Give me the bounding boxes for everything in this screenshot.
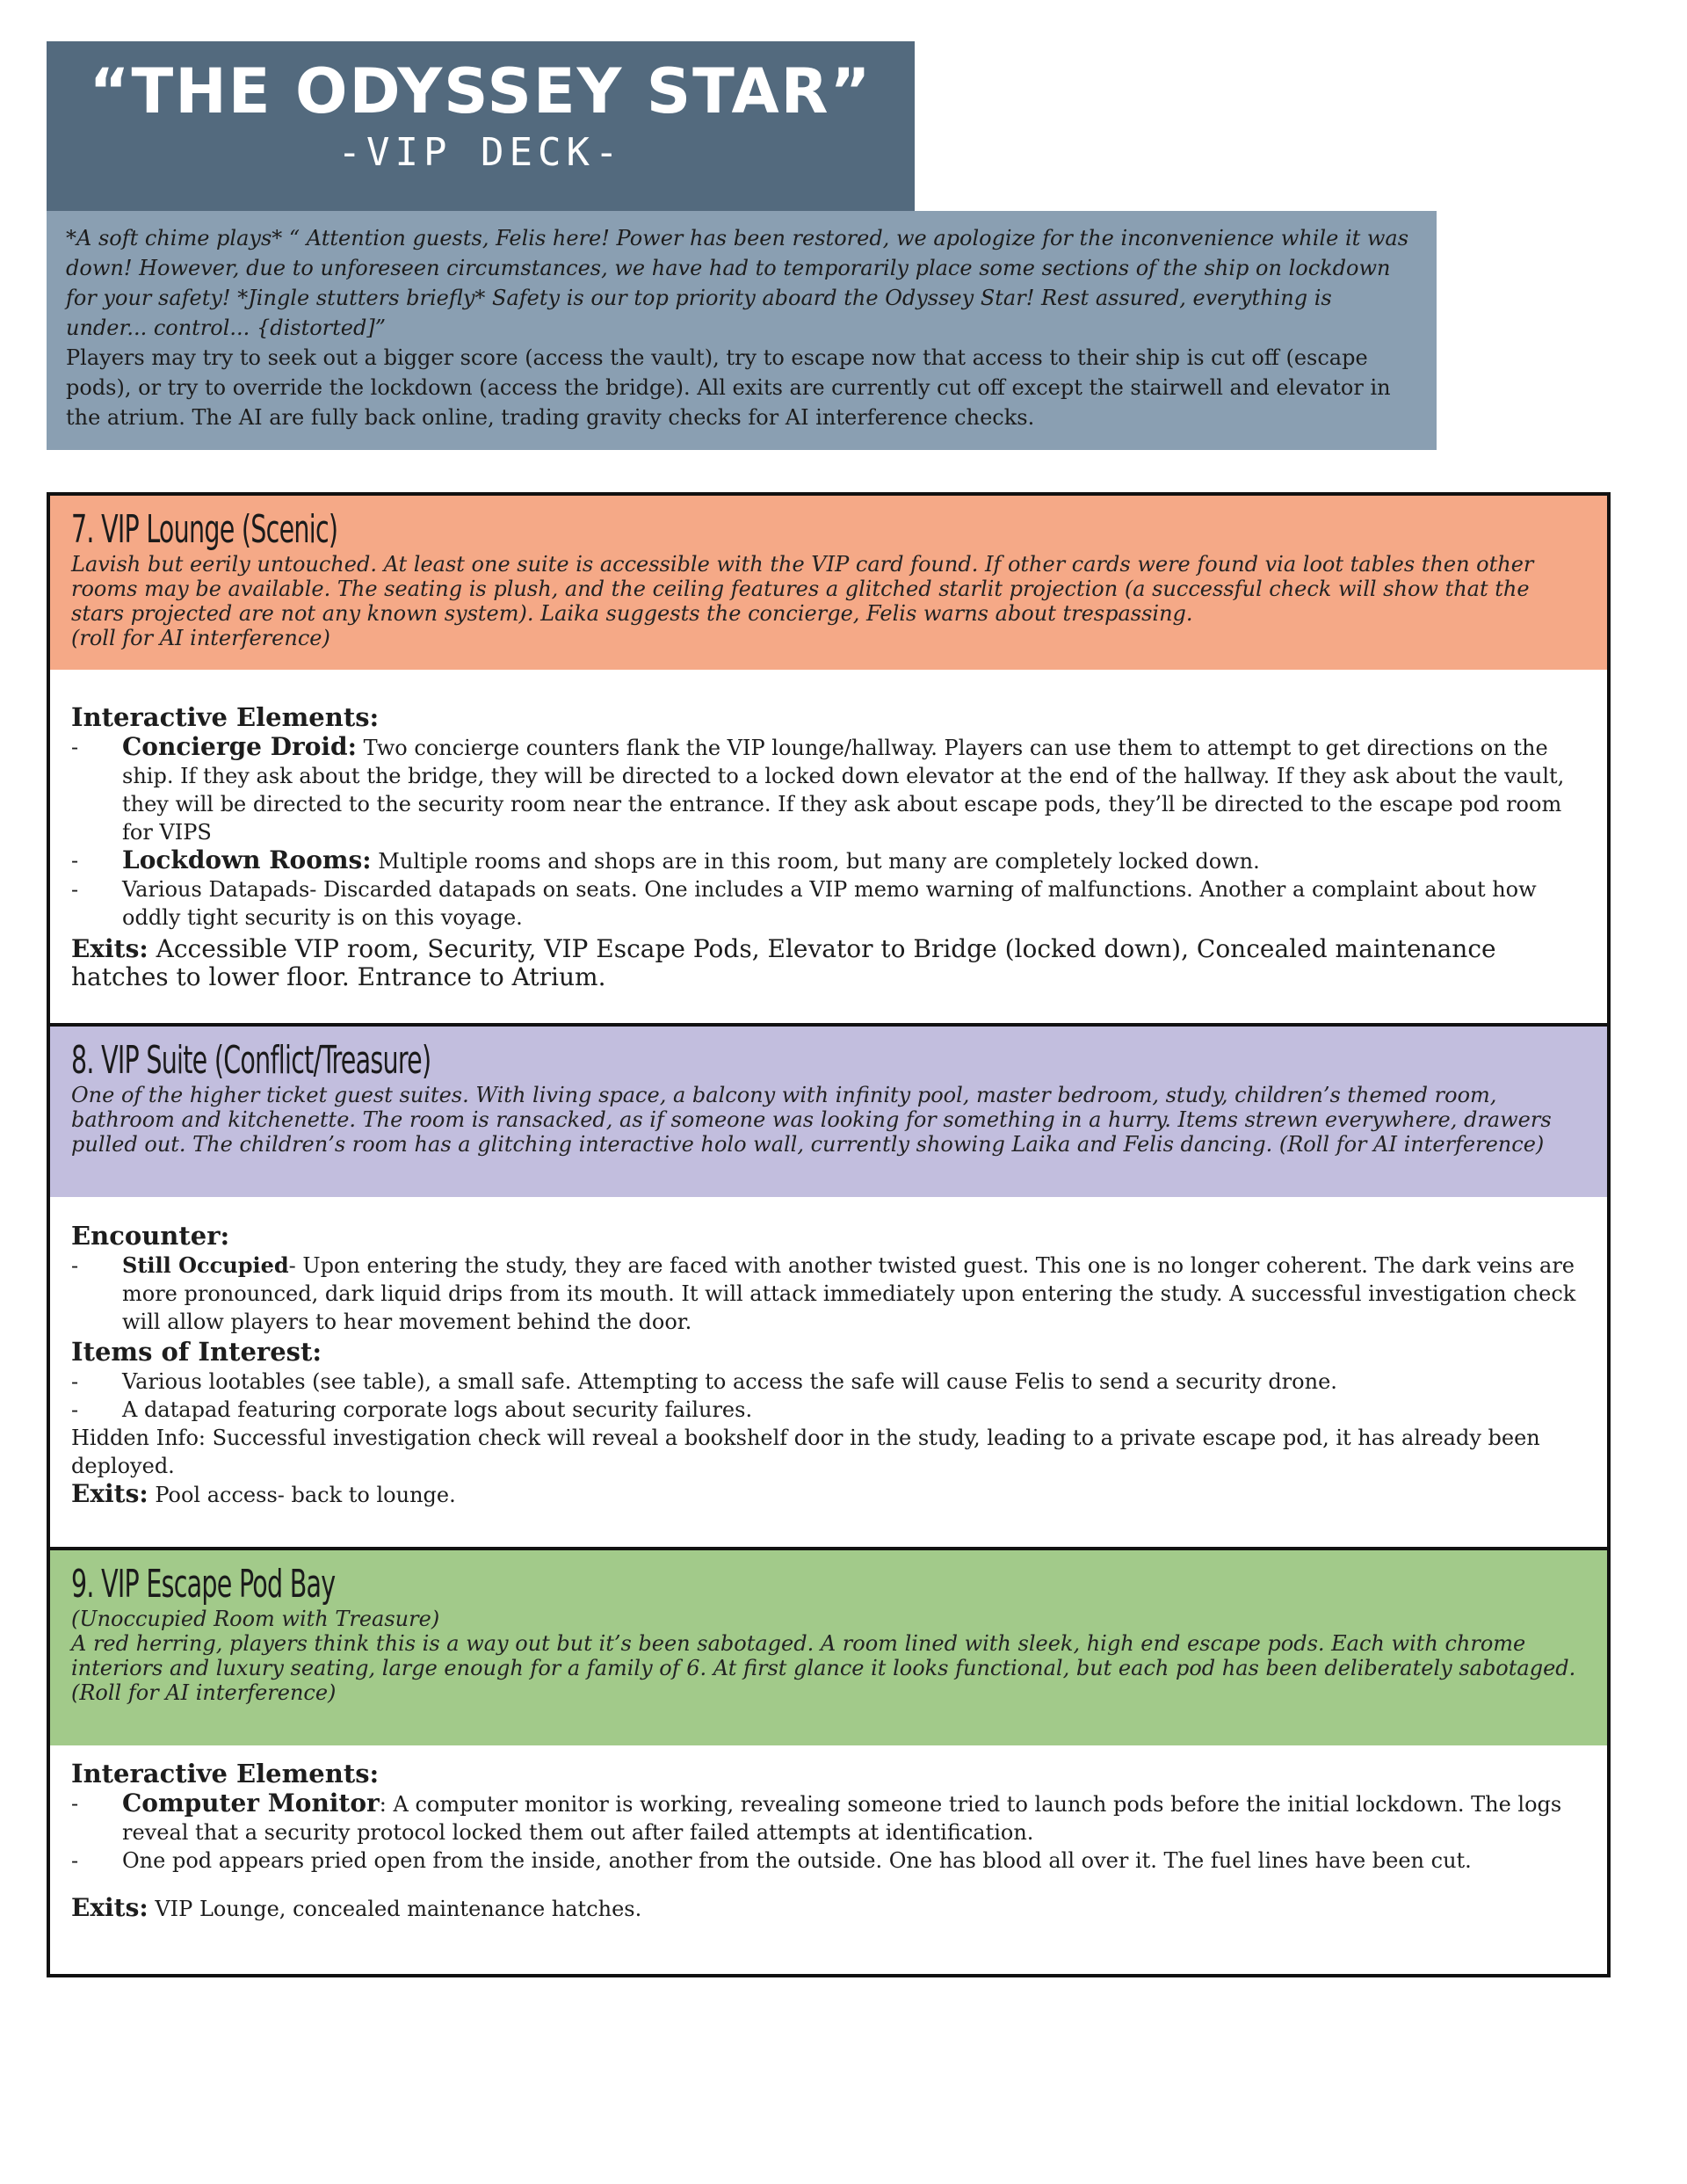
list-item: - Concierge Droid: Two concierge counters flank the VIP lounge/hallway. Players can use them to attempt to get directions on the ship. If they ask about the bridge, they will be directed to a locked down elevator at the end of the hallway. If they ask about the vault, they will be directed to the security room near the entrance. If they ask about escape pods, they’ll be directed to the escape pod room for VIPS	[71, 732, 1565, 845]
room-9-section-heading: Interactive Elements:	[71, 1759, 380, 1789]
page-title: “THE ODYSSEY STAR”	[89, 55, 872, 127]
monitor-text: : A computer monitor is working, revealing someone tried to launch pods before the initial lockdown. The logs reveal that a security protocol locked them out after failed attempts at identification.	[122, 1792, 1562, 1845]
list-item: - Various lootables (see table), a small safe. Attempting to access the safe will cause Felis to send a security drone.	[71, 1369, 1337, 1394]
room-9-header	[50, 1550, 1607, 1745]
room-7-title: 7. VIP Lounge (Scenic)	[71, 507, 338, 552]
items-heading: Items of Interest:	[71, 1337, 322, 1367]
room-9	[47, 1547, 1611, 1977]
encounter-text: - Upon entering the study, they are faced with another twisted guest. This one is no longer coherent. The dark veins are more pronounced, dark liquid drips from its mouth. It will attack immediately upon entering the study. A successful investigation check will allow players to hear movement behind the door.	[122, 1253, 1576, 1334]
list-item: - A datapad featuring corporate logs about security failures.	[71, 1397, 753, 1422]
room-7-section-heading: Interactive Elements:	[71, 702, 380, 732]
room-9-title: 9. VIP Escape Pod Bay	[71, 1562, 336, 1607]
encounter-heading: Encounter:	[71, 1221, 230, 1251]
room-8-description: One of the higher ticket guest suites. With living space, a balcony with infinity pool, master bedroom, study, children’s themed room, bathroom and kitchenette. The room is ransacked, as if someone was looking for something in a hurry. Items strewn everywhere, drawers pulled out. The children’s room has a glitching interactive holo wall, currently showing Laika and Felis dancing. (Roll for AI interference)	[71, 1083, 1552, 1157]
room-9-body	[50, 1745, 1607, 1923]
item-label: Concierge Droid:	[122, 732, 357, 761]
room-8-title: 8. VIP Suite (Conflict/Treasure)	[71, 1038, 431, 1083]
room-8-header	[50, 1027, 1607, 1197]
room-7	[47, 492, 1611, 1027]
item-label: Lockdown Rooms:	[122, 845, 372, 874]
room-9-subtitle: (Unoccupied Room with Treasure)	[71, 1607, 440, 1631]
pod-text: One pod appears pried open from the inside, another from the outside. One has blood all over it. The fuel lines have been cut.	[122, 1848, 1472, 1873]
room-7-exits: Exits: Accessible VIP room, Security, VIP Escape Pods, Elevator to Bridge (locked down), Concealed maintenance hatches to lower floor. Entrance to Atrium.	[71, 934, 1496, 991]
list-item: - Lockdown Rooms: Multiple rooms and shops are in this room, but many are completely locked down.	[71, 845, 1260, 874]
monitor-label: Computer Monitor	[122, 1789, 380, 1818]
intro-announcement: *A soft chime plays* “ Attention guests, Felis here! Power has been restored, we apologize for the inconvenience while it was down! However, due to unforeseen circumstances, we have had to temporarily place some sections of the ship on lockdown for your safety! *Jingle stutters briefly* Safety is our top priority aboard the Odyssey Star! Rest assured, everything is under... control... {distorted]”	[66, 226, 1409, 340]
list-item: - Various Datapads- Discarded datapads on seats. One includes a VIP memo warning of malfunctions. Another a complaint about how oddly tight security is on this voyage.	[71, 877, 1537, 930]
room-9-exits: Exits: VIP Lounge, concealed maintenance hatches.	[71, 1893, 642, 1922]
list-item: - Still Occupied- Upon entering the study, they are faced with another twisted guest. This one is no longer coherent. The dark veins are more pronounced, dark liquid drips from its mouth. It will attack immediately upon entering the study. A successful investigation check will allow players to hear movement behind the door.	[71, 1252, 1576, 1334]
hidden-info: Hidden Info: Successful investigation check will reveal a bookshelf door in the study, leading to a private escape pod, it has already been deployed.	[71, 1426, 1540, 1478]
item-text: Two concierge counters flank the VIP lounge/hallway. Players can use them to attempt to get directions on the ship. If they ask about the bridge, they will be directed to a locked down elevator at the end of the hallway. If they ask about the vault, they will be directed to the security room near the entrance. If they ask about escape pods, they’ll be directed to the escape pod room for VIPS	[122, 736, 1565, 845]
room-8-body	[50, 1197, 1607, 1509]
intro-text: Players may try to seek out a bigger score (access the vault), try to escape now that access to their ship is cut off (escape pods), or try to override the lockdown (access the bridge). All exits are currently cut off except the stairwell and elevator in the atrium. The AI are fully back online, trading gravity checks for AI interference checks.	[66, 345, 1391, 430]
room-8-exits: Exits: Pool access- back to lounge.	[71, 1479, 456, 1508]
list-item: - Computer Monitor: A computer monitor is working, revealing someone tried to launch pods before the initial lockdown. The logs reveal that a security protocol locked them out after failed attempts at identification.	[71, 1789, 1562, 1845]
room-7-body	[50, 670, 1607, 991]
room-7-roll: (roll for AI interference)	[71, 626, 330, 650]
room-9-roll: (Roll for AI interference)	[71, 1680, 337, 1705]
encounter-label: Still Occupied	[122, 1252, 289, 1278]
room-7-description: Lavish but eerily untouched. At least one suite is accessible with the VIP card found. If other cards were found via loot tables then other rooms may be available. The seating is plush, and the ceiling features a glitched starlit projection (a successful check will show that the stars projected are not any known system). Laika suggests the concierge, Felis warns about trespassing.	[71, 552, 1534, 626]
room-9-description: A red herring, players think this is a way out but it’s been sabotaged. A room lined with sleek, high end escape pods. Each with chrome interiors and luxury seating, large enough for a family of 6. At first glance it looks functional, but each pod has been deliberately sabotaged.	[71, 1631, 1576, 1680]
list-item: - One pod appears pried open from the inside, another from the outside. One has blood all over it. The fuel lines have been cut.	[71, 1848, 1472, 1873]
room-8	[47, 1023, 1611, 1550]
page-subtitle: -VIP DECK-	[337, 130, 624, 175]
intro-box	[47, 211, 1437, 450]
item-text: Multiple rooms and shops are in this room, but many are completely locked down.	[371, 849, 1260, 874]
room-7-header	[50, 496, 1607, 670]
item-text: Various Datapads- Discarded datapads on seats. One includes a VIP memo warning of malfunctions. Another a complaint about how oddly tight security is on this voyage.	[122, 877, 1537, 930]
title-banner	[47, 41, 915, 211]
